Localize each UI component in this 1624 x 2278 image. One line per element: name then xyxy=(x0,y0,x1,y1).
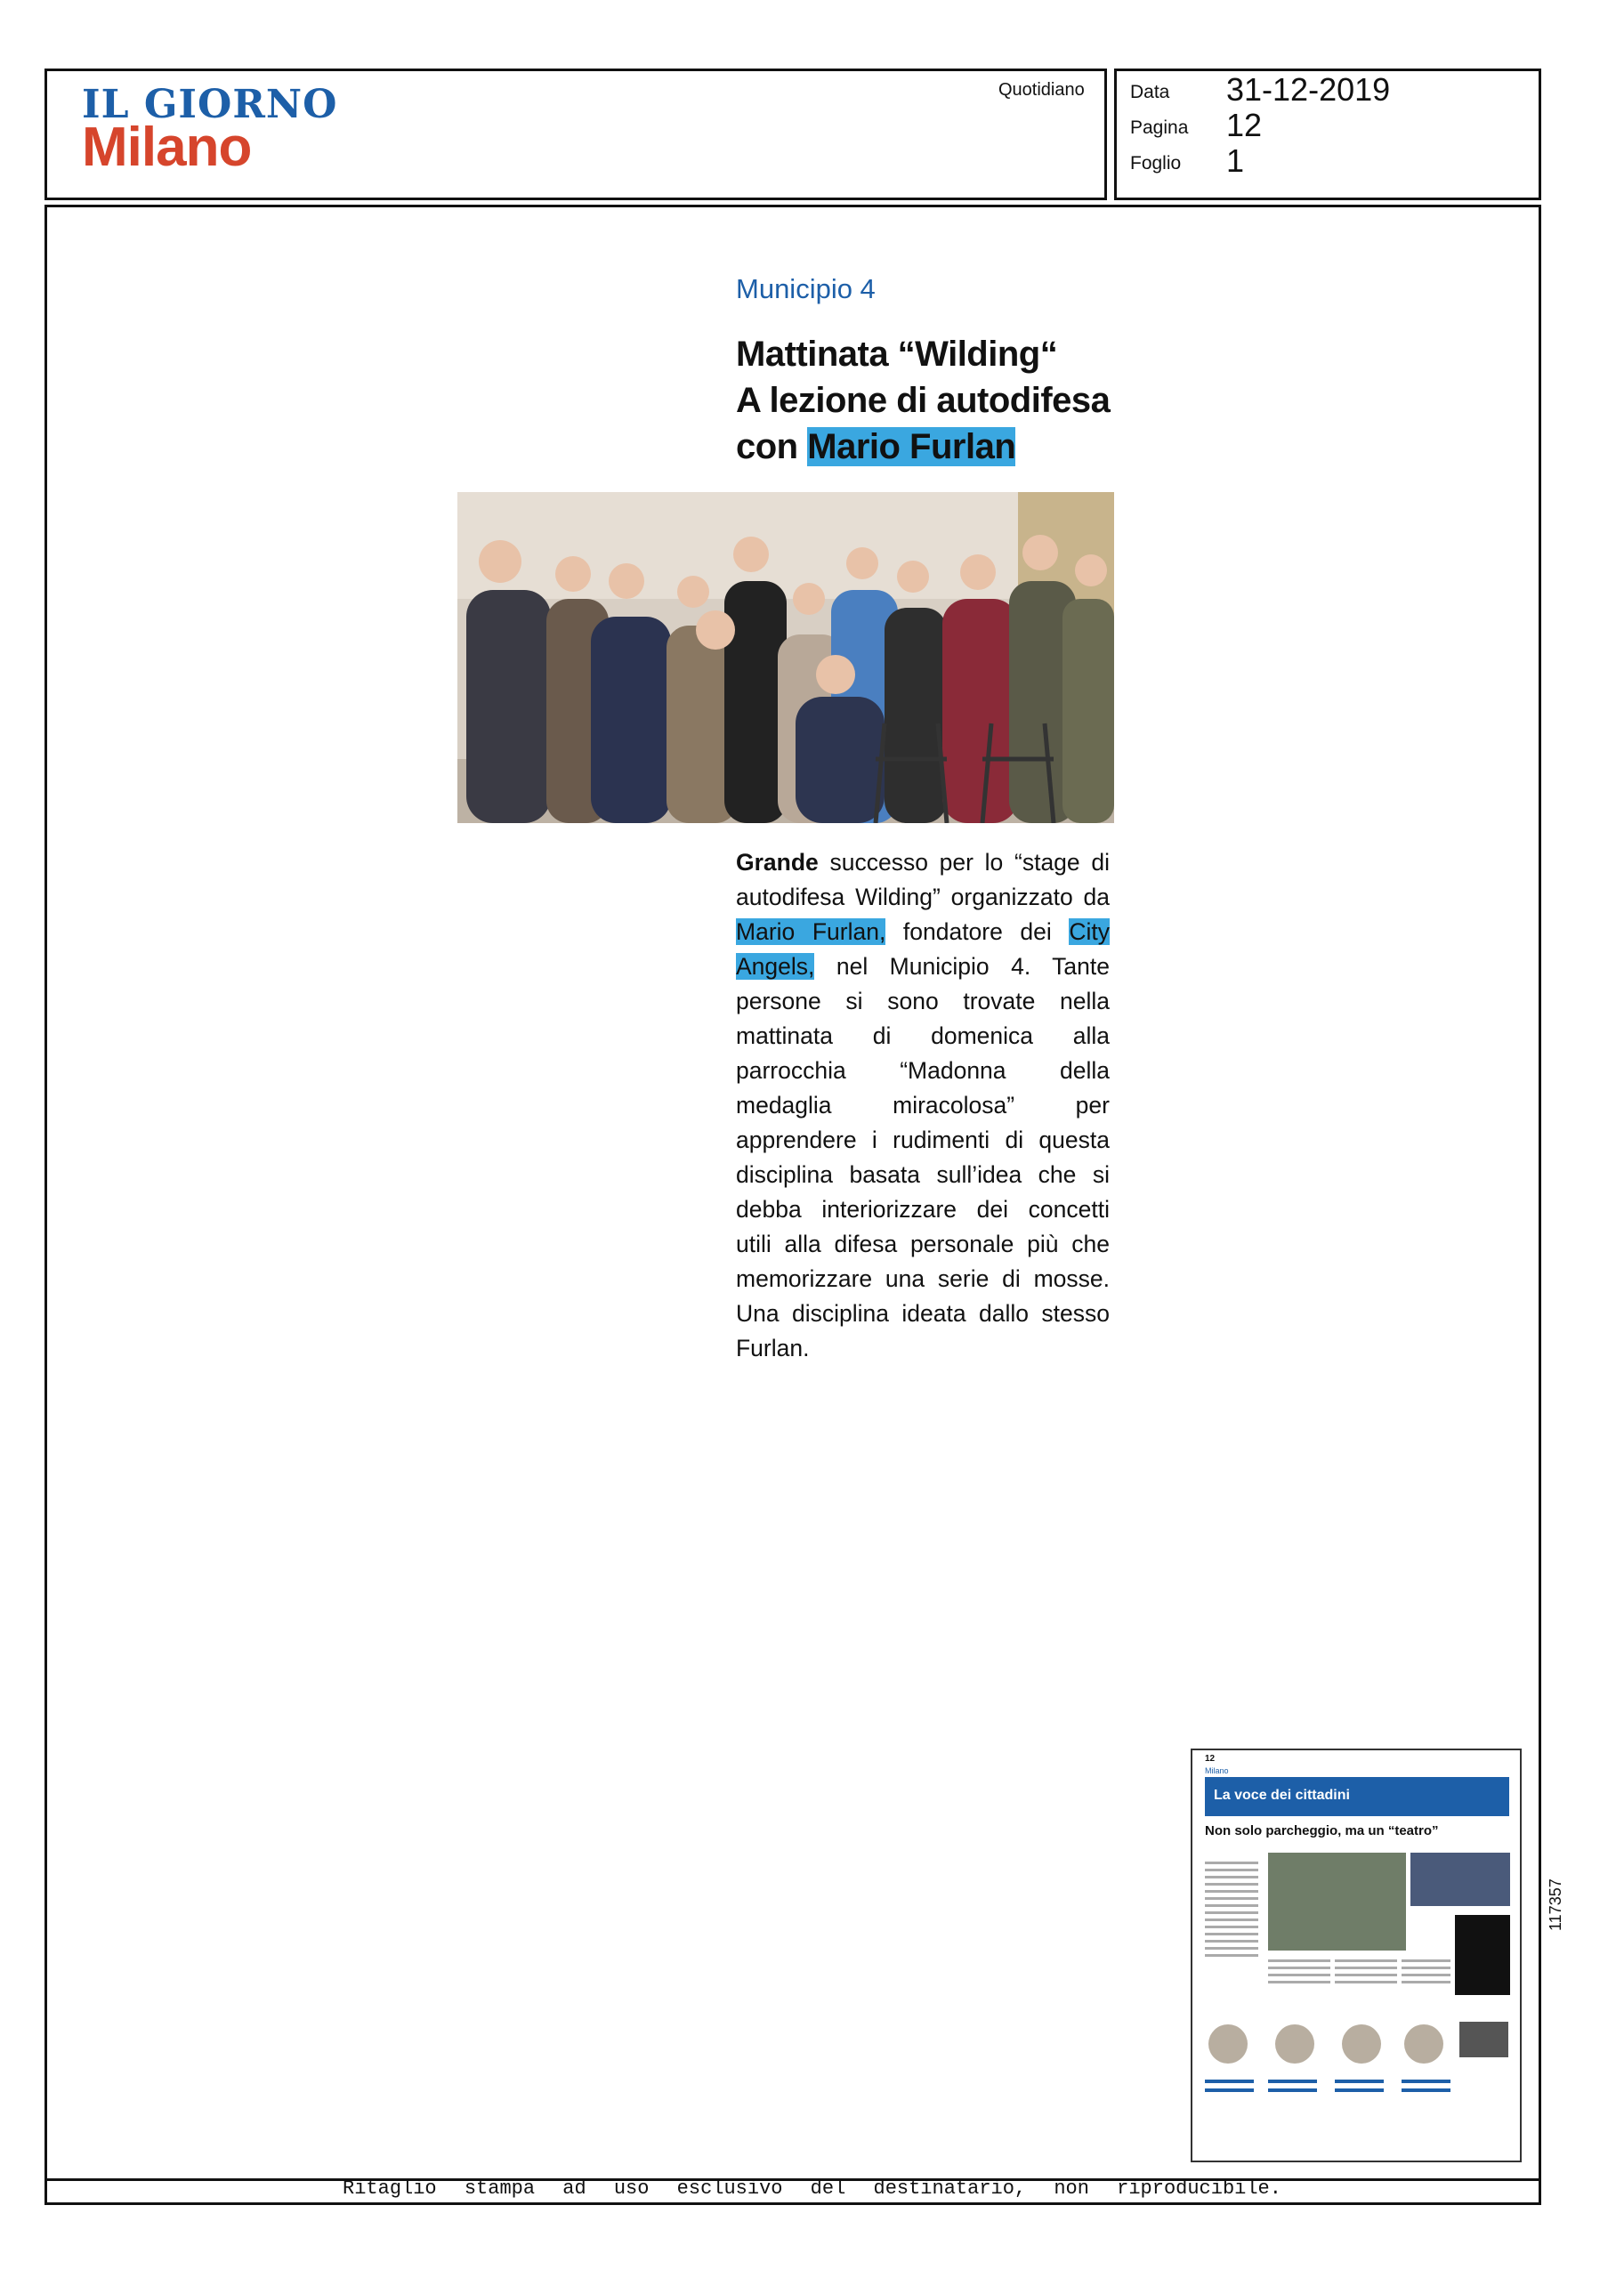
page-thumbnail xyxy=(1191,1749,1522,2162)
body-text-2: fondatore dei xyxy=(885,918,1070,945)
meta-label-pagina: Pagina xyxy=(1130,117,1189,138)
logo-il-giorno: IL GIORNO xyxy=(82,82,338,127)
body-highlight-city-angels: City Angels, xyxy=(736,918,1110,980)
thumb-section: Milano xyxy=(1205,1766,1229,1775)
body-lead: Grande xyxy=(736,849,819,876)
headline-line-1: Mattinata “Wilding“ xyxy=(736,335,1058,374)
body-text-3: nel Municipio 4. Tante persone si sono trovate nella mattinata di domenica alla parrocchia “Madonna della medaglia miracolosa” per apprendere i rudimenti di questa disciplina basata sull’idea che si debba interiorizzare dei concetti utili alla difesa personale più che memorizzare una serie di mosse. Una disciplina ideata dallo stesso Furlan. xyxy=(736,953,1110,1361)
group-photo-illustration xyxy=(457,492,1114,823)
meta-value-data: 31-12-2019 xyxy=(1226,71,1391,108)
thumb-page-num: 12 xyxy=(1205,1754,1216,1764)
article-headline xyxy=(736,331,1145,470)
headline-prefix: con xyxy=(736,427,798,466)
meta-value-foglio: 1 xyxy=(1226,142,1245,179)
publication-type: Quotidiano xyxy=(998,80,1085,100)
group-photo xyxy=(457,492,1114,823)
article-kicker: Municipio 4 xyxy=(736,273,876,304)
thumb-layout-illustration xyxy=(1192,1844,1522,2162)
headline-line-3 xyxy=(736,424,1145,470)
meta-label-data: Data xyxy=(1130,82,1170,102)
thumb-banner xyxy=(1205,1777,1509,1816)
headline-highlight: Mario Furlan xyxy=(807,427,1016,466)
body-text-1: successo per lo “stage di autodifesa Wilding” organizzato da xyxy=(736,849,1110,910)
logo-milano: Milano xyxy=(82,117,252,178)
thumb-headline: Non solo parcheggio, ma un “teatro” xyxy=(1205,1823,1439,1838)
meta-label-foglio: Foglio xyxy=(1130,153,1182,174)
footer-disclaimer: Ritaglio stampa ad uso esclusivo del destinatario, non riproducibile. xyxy=(343,2177,1281,2200)
body-highlight-furlan: Mario Furlan, xyxy=(736,918,886,945)
thumb-banner-text: La voce dei cittadini xyxy=(1214,1788,1350,1803)
headline-line-2: A lezione di autodifesa xyxy=(736,381,1111,420)
article-body xyxy=(736,845,1110,1366)
side-code: 117357 xyxy=(1547,1878,1564,1931)
meta-value-pagina: 12 xyxy=(1226,107,1263,143)
